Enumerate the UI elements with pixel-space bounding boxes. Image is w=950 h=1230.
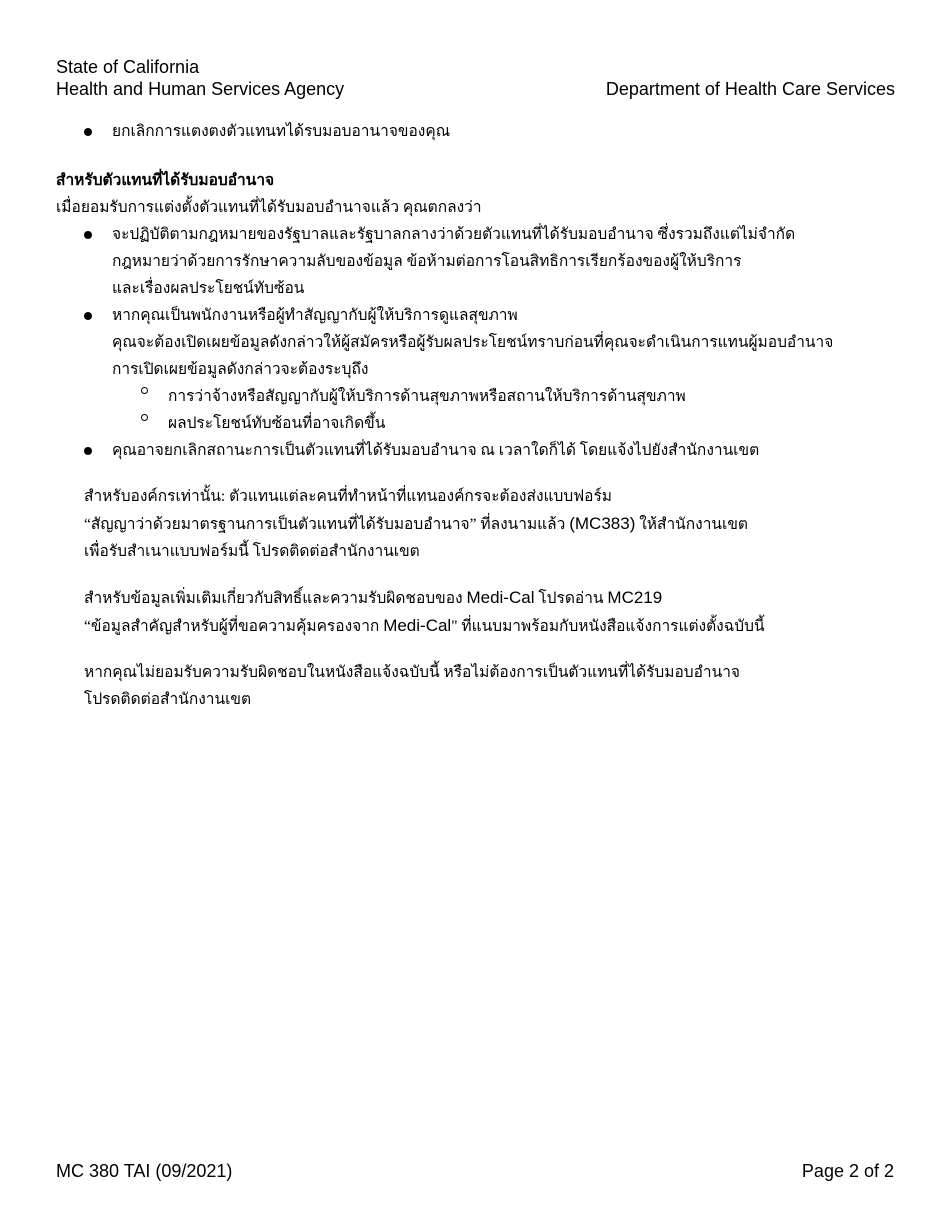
bullet-text: ยกเลิกการแตงตงตัวแทนทได้รบมอบอานาจของคุณ [112,123,451,140]
department-name: Department of Health Care Services [605,79,895,99]
bullet-icon [84,312,92,320]
organizations-paragraph [56,483,906,565]
bullet-text: กฎหมายว่าด้วยการรักษาความลับของข้อมูล ข้อห้ามต่อการโอนสิทธิการเรียกร้องของผู้ให้บริการ [112,253,742,270]
program-name: Medi-Cal [383,616,452,635]
state-name: State of California [56,57,200,77]
paragraph-line: สำหรับองค์กรเท่านั้น: ตัวแทนแต่ละคนที่ทำหน้าที่แทนองค์กรจะต้องส่งแบบฟอร์ม [84,488,613,505]
form-code-mc219: MC219 [607,588,663,607]
hollow-bullet-icon [141,387,148,394]
form-identifier: MC 380 TAI (09/2021) [56,1161,233,1181]
document-body [56,118,906,713]
paragraph-line: เพื่อรับสำเนาแบบฟอร์มนี้ โปรดติดต่อสำนักงานเขต [84,543,420,560]
bullet-text: คุณอาจยกเลิกสถานะการเป็นตัวแทนที่ได้รับมอบอำนาจ ณ เวลาใดก็ได้ โดยแจ้งไปยังสำนักงานเขต [112,442,760,459]
paragraph-line: “ข้อมูลสำคัญสำหรับผู้ที่ขอความคุ้มครองจาก Medi-Cal" ที่แนบมาพร้อมกับหนังสือแจ้งการแต่งตั้งฉบับนี้ [84,616,765,635]
agency-header [56,56,344,100]
sub-list-item-employment [56,383,906,410]
paragraph-line: “สัญญาว่าด้วยมาตรฐานการเป็นตัวแทนที่ได้รับมอบอำนาจ” ที่ลงนามแล้ว (MC383) ให้สำนักงานเขต [84,514,748,533]
paragraph-line: สำหรับข้อมูลเพิ่มเติมเกี่ยวกับสิทธิ์และความรับผิดชอบของ Medi-Cal โปรดอ่าน MC219 [84,588,663,607]
bullet-text: หากคุณเป็นพนักงานหรือผู้ทำสัญญากับผู้ให้บริการดูแลสุขภาพ [112,307,518,324]
representative-obligations-list [56,221,906,464]
hollow-bullet-icon [141,414,148,421]
bullet-icon [84,128,92,136]
bullet-text: จะปฏิบัติตามกฎหมายของรัฐบาลและรัฐบาลกลางว่าด้วยตัวแทนที่ได้รับมอบอำนาจ ซึ่งรวมถึงแต่ไม่จำกัด [112,226,796,243]
section-lead: เมื่อยอมรับการแต่งตั้งตัวแทนที่ได้รับมอบอำนาจแล้ว คุณตกลงว่า [56,199,482,216]
list-item-laws [56,221,906,302]
sub-list-item-conflict [56,410,906,437]
section-heading: สำหรับตัวแทนที่ได้รับมอบอำนาจ [56,172,275,189]
bullet-text: และเรื่องผลประโยชน์ทับซ้อน [112,280,305,297]
sub-bullet-text: ผลประโยชน์ทับซ้อนที่อาจเกิดขึ้น [168,415,386,432]
bullet-text: การเปิดเผยข้อมูลดังกล่าวจะต้องระบุถึง [112,361,369,378]
paragraph-line: โปรดติดต่อสำนักงานเขต [84,691,252,708]
bullet-icon [84,447,92,455]
sub-bullet-text: การว่าจ้างหรือสัญญากับผู้ให้บริการด้านสุขภาพหรือสถานให้บริการด้านสุขภาพ [168,388,686,405]
form-code-mc383: (MC383) [569,514,636,533]
bullet-icon [84,231,92,239]
list-item-disclosure [56,302,906,383]
bullet-text: คุณจะต้องเปิดเผยข้อมูลดังกล่าวให้ผู้สมัครหรือผู้รับผลประโยชน์ทราบก่อนที่คุณจะดำเนินการแทนผู้มอบอำนาจ [112,334,834,351]
intro-bullet-item [56,118,906,145]
paragraph-line: หากคุณไม่ยอมรับความรับผิดชอบในหนังสือแจ้งฉบับนี้ หรือไม่ต้องการเป็นตัวแทนที่ได้รับมอบอำนาจ [84,664,741,681]
list-item-cancel [56,437,906,464]
page-number: Page 2 of 2 [801,1161,894,1181]
agency-name: Health and Human Services Agency [56,79,345,99]
decline-paragraph [56,659,906,713]
program-name: Medi-Cal [466,588,535,607]
more-info-paragraph [56,584,906,640]
